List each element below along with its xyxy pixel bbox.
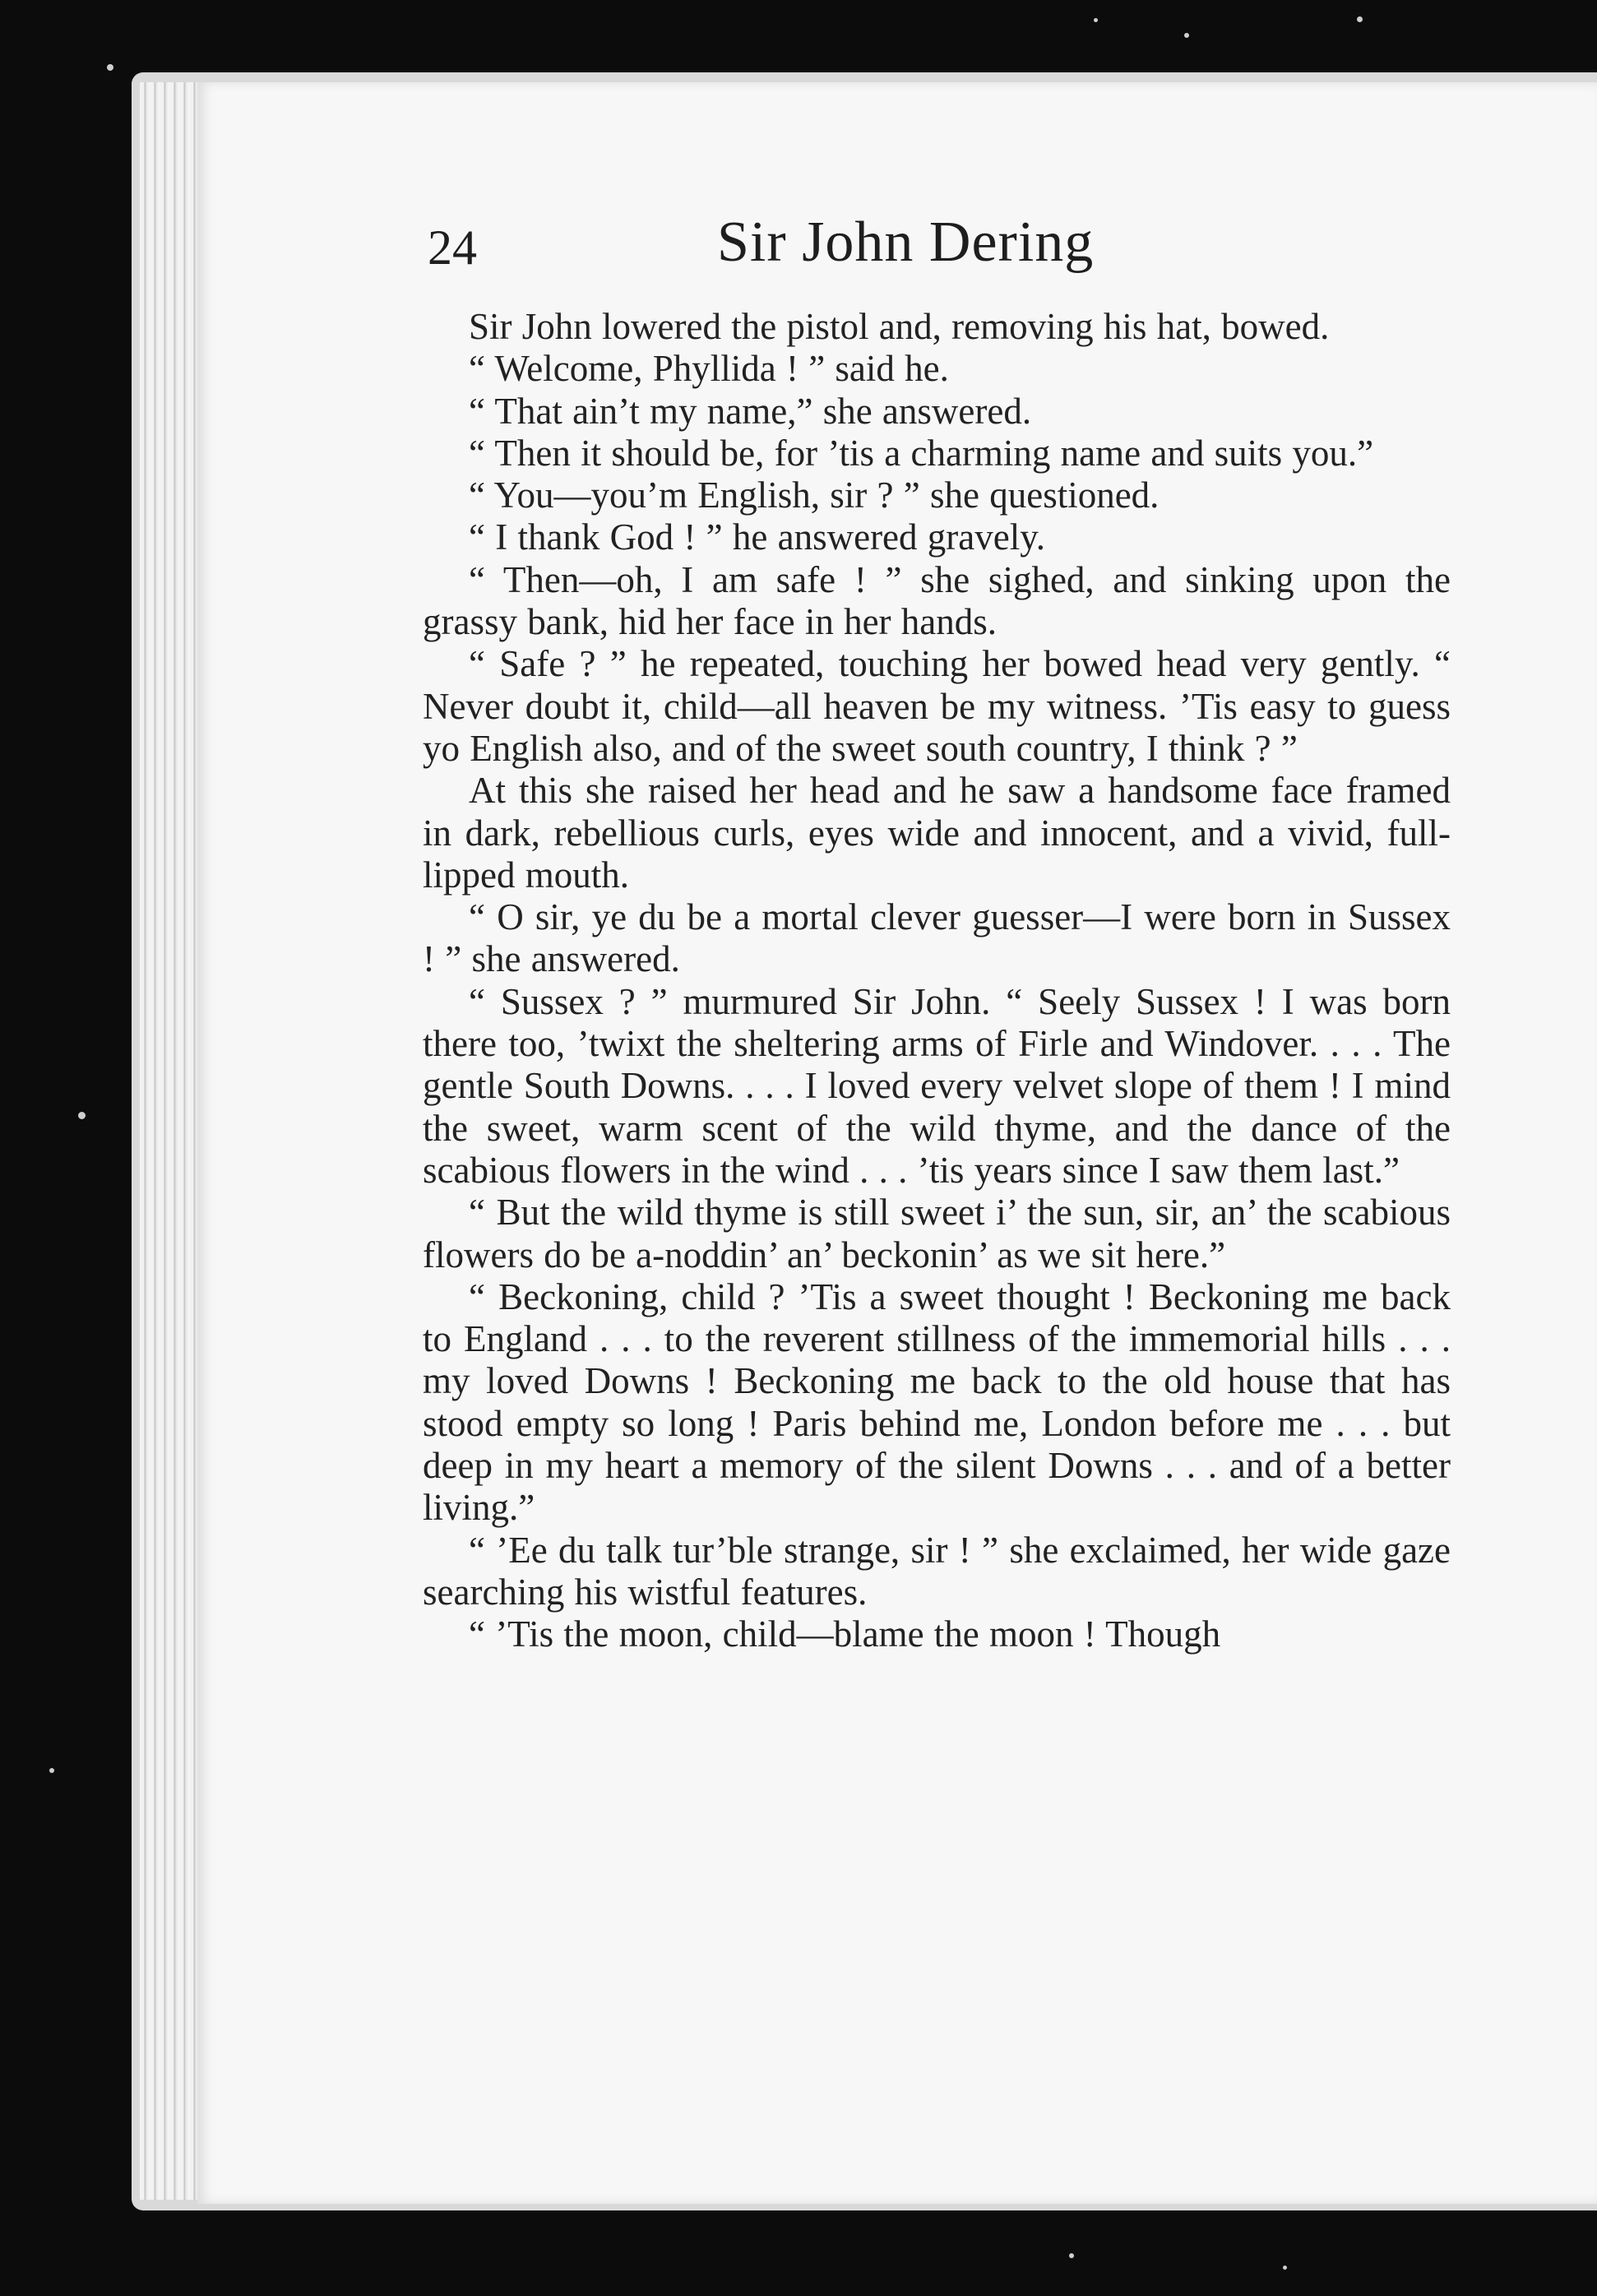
paragraph: “ I thank God ! ” he answered gravely.	[469, 516, 1046, 558]
dust-speck	[1094, 18, 1098, 22]
body-text	[423, 306, 1451, 1656]
running-title: Sir John Dering	[717, 211, 1095, 274]
paragraph: At this she raised her head and he saw a handsome face framed in dark, rebellious curls, eyes wide and innocent, and a vivid, full-lipped mouth.	[423, 770, 1451, 896]
paragraph: “ Safe ? ” he repeated, touching her bowed head very gently. “ Never doubt it, child—all heaven be my witness. ’Tis easy to guess yo English also, and of the sweet south country, I think ? ”	[423, 643, 1451, 769]
paragraph: “ Then—oh, I am safe ! ” she sighed, and sinking upon the grassy bank, hid her face in her hands.	[423, 558, 1451, 643]
dust-speck	[49, 1768, 54, 1773]
paragraph: “ That ain’t my name,” she answered.	[469, 390, 1032, 432]
dust-speck	[107, 64, 113, 71]
paragraph: “ ’Ee du talk tur’ble strange, sir ! ” she exclaimed, her wide gaze searching his wistful features.	[423, 1529, 1451, 1613]
dust-speck	[1069, 2253, 1074, 2258]
paragraph: “ You—you’m English, sir ? ” she questioned.	[469, 474, 1160, 516]
dust-speck	[78, 1112, 86, 1119]
paragraph: “ Then it should be, for ’tis a charming name and suits you.”	[469, 432, 1374, 474]
running-head	[428, 210, 1168, 284]
dust-speck	[1283, 2266, 1287, 2270]
dust-speck	[1357, 16, 1363, 22]
paragraph: “ Welcome, Phyllida ! ” said he.	[469, 348, 949, 390]
paragraph: “ Sussex ? ” murmured Sir John. “ Seely Sussex ! I was born there too, ’twixt the sheltering arms of Firle and Windover. . . . The gentle South Downs. . . . I loved every velvet slope of them ! I mind the sweet, warm scent of the wild thyme, and the dance of the scabious flowers in the wind . . . ’tis years since I saw them last.”	[423, 980, 1451, 1191]
paragraph: “ Beckoning, child ? ’Tis a sweet thought ! Beckoning me back to England . . . to the reverent stillness of the immemorial hills . . . my loved Downs ! Beckoning me back to the old house that has stood empty so long ! Paris behind me, London before me . . . but deep in my heart a memory of the silent Downs . . . and of a better living.”	[423, 1275, 1451, 1529]
paragraph: “ O sir, ye du be a mortal clever guesser—I were born in Sussex ! ” she answered.	[423, 896, 1451, 980]
page-stack-edge	[140, 82, 197, 2200]
page-number: 24	[428, 220, 477, 275]
paragraph: “ But the wild thyme is still sweet i’ the sun, sir, an’ the scabious flowers do be a-noddin’ an’ beckonin’ as we sit here.”	[423, 1192, 1451, 1275]
paragraph: “ ’Tis the moon, child—blame the moon ! Though	[469, 1613, 1221, 1655]
dust-speck	[1184, 33, 1189, 38]
paragraph: Sir John lowered the pistol and, removing his hat, bowed.	[469, 306, 1330, 347]
